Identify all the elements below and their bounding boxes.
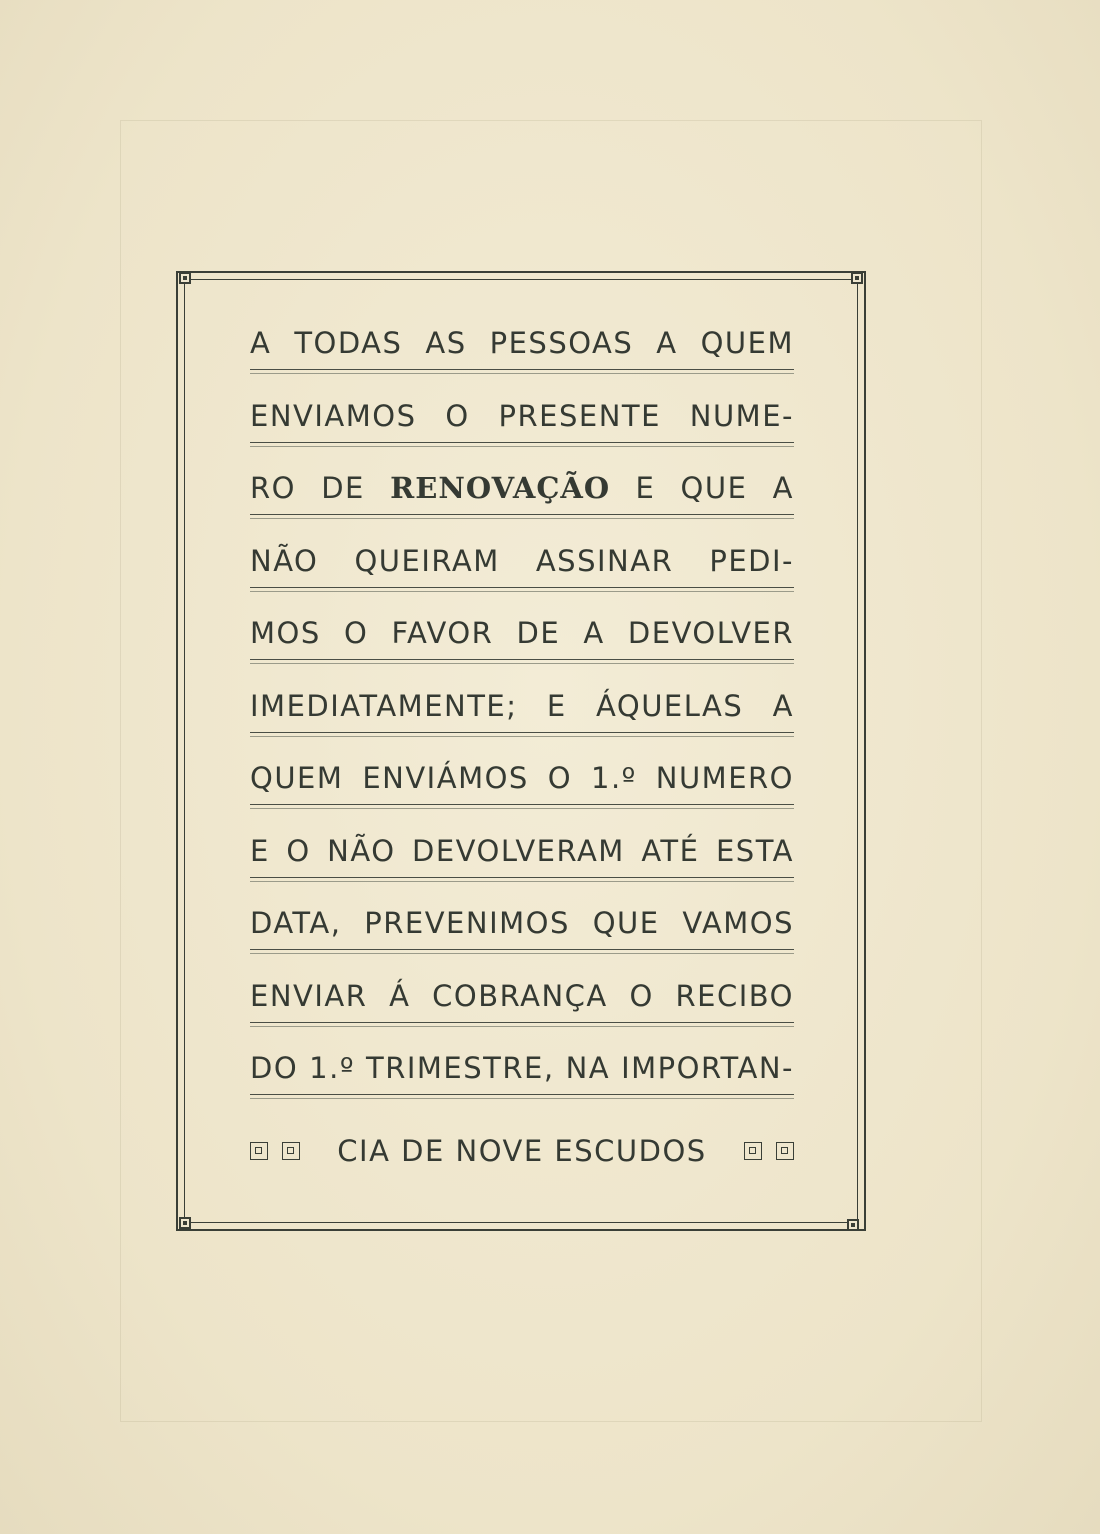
corner-ornament-top-left [179, 272, 191, 284]
notice-last-line [250, 1126, 794, 1176]
notice-line-7: QUEM ENVIÁMOS O 1.º NUMERO [250, 753, 794, 826]
notice-line-2: ENVIAMOS O PRESENTE NUME- [250, 391, 794, 464]
notice-line-8: E O NÃO DEVOLVERAM ATÉ ESTA [250, 826, 794, 899]
notice-line-6: IMEDIATAMENTE; E ÁQUELAS A [250, 681, 794, 754]
notice-line-3 [250, 463, 794, 536]
notice-line-11: DO 1.º TRIMESTRE, NA IMPORTAN- [250, 1043, 794, 1116]
line3-prefix: RO DE [250, 471, 365, 505]
corner-ornament-bottom-left [179, 1217, 191, 1229]
ornament-group-left [250, 1142, 300, 1160]
notice-line-10: ENVIAR Á COBRANÇA O RECIBO [250, 971, 794, 1044]
notice-line-9: DATA, PREVENIMOS QUE VAMOS [250, 898, 794, 971]
corner-ornament-bottom-right [847, 1219, 859, 1231]
square-ornament-icon [250, 1142, 268, 1160]
square-ornament-icon [282, 1142, 300, 1160]
notice-closing-text: CIA DE NOVE ESCUDOS [337, 1134, 707, 1168]
square-ornament-icon [744, 1142, 762, 1160]
line3-suffix: E QUE A [635, 471, 794, 505]
ornament-group-right [744, 1142, 794, 1160]
notice-line-4: NÃO QUEIRAM ASSINAR PEDI- [250, 536, 794, 609]
square-ornament-icon [776, 1142, 794, 1160]
notice-text [250, 318, 794, 1116]
corner-ornament-top-right [851, 272, 863, 284]
notice-line-5: MOS O FAVOR DE A DEVOLVER [250, 608, 794, 681]
notice-line-1: A TODAS AS PESSOAS A QUEM [250, 318, 794, 391]
renovacao-title: RENOVAÇÃO [390, 471, 611, 505]
